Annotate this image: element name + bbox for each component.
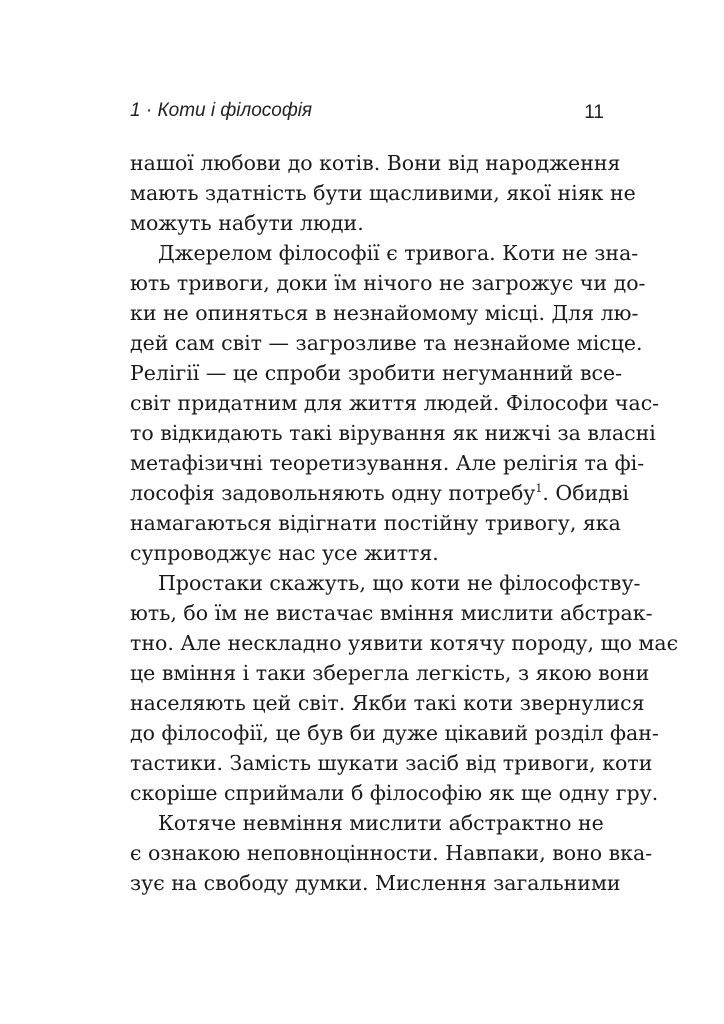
text-line: до філософії, це був би дуже цікавий розділ фан- [130,721,659,745]
text-line: можуть набути люди. [130,211,364,235]
text-line: ки не опиняться в незнайомому місці. Для лю- [130,301,639,325]
text-line: метафізичні теоретизування. Але релігія та фі- [130,451,645,475]
paragraph [130,148,636,238]
text-segment: . Обидві [542,481,629,505]
text-line: намагаються відігнати постійну тривогу, яка [130,511,621,535]
text-line: Джерелом філософії є тривога. Коти не зна- [158,241,639,265]
text-line: то відкидають такі вірування як нижчі за власні [130,421,656,445]
text-line: є ознакою неповноцінности. Навпаки, воно вка- [130,841,653,865]
text-segment: лософія задовольняють одну потребу [130,481,536,505]
text-line: ють тривоги, доки їм нічого не загрожує чи до- [130,271,646,295]
text-line: мають здатність бути щасливими, якої ніяк не [130,181,636,205]
text-line: ють, бо їм не вистачає вміння мислити абстрак- [130,601,653,625]
text-line: населяють цей світ. Якби такі коти звернулися [130,691,645,715]
text-line: скоріше сприймали б філософію як ще одну гру. [130,781,659,805]
body-text [130,148,679,898]
page-number: 11 [584,102,604,123]
paragraph [130,568,679,808]
text-line-with-footnote [130,478,629,508]
running-head: 1 · Коти і філософія [130,100,313,121]
text-line: тастики. Замість шукати засіб від тривоги, коти [130,751,653,775]
text-line: дей сам світ — загрозливе та незнайоме місце. [130,331,643,355]
text-line: супроводжує нас усе життя. [130,541,439,565]
paragraph [130,238,660,568]
text-line: це вміння і таки зберегла легкість, з якою вони [130,661,650,685]
paragraph [130,808,653,898]
text-line: зує на свободу думки. Мислення загальними [130,871,621,895]
text-line: Котяче невміння мислити абстрактно не [158,811,604,835]
text-line: світ придатним для життя людей. Філософи час- [130,391,660,415]
footnote-marker[interactable]: 1 [535,482,543,496]
text-line: нашої любови до котів. Вони від народження [130,151,621,175]
text-line: Простаки скажуть, що коти не філософству- [158,571,641,595]
text-line: Релігії — це спроби зробити негуманний все- [130,361,623,385]
text-line: тно. Але нескладно уявити котячу породу, що має [130,631,679,655]
